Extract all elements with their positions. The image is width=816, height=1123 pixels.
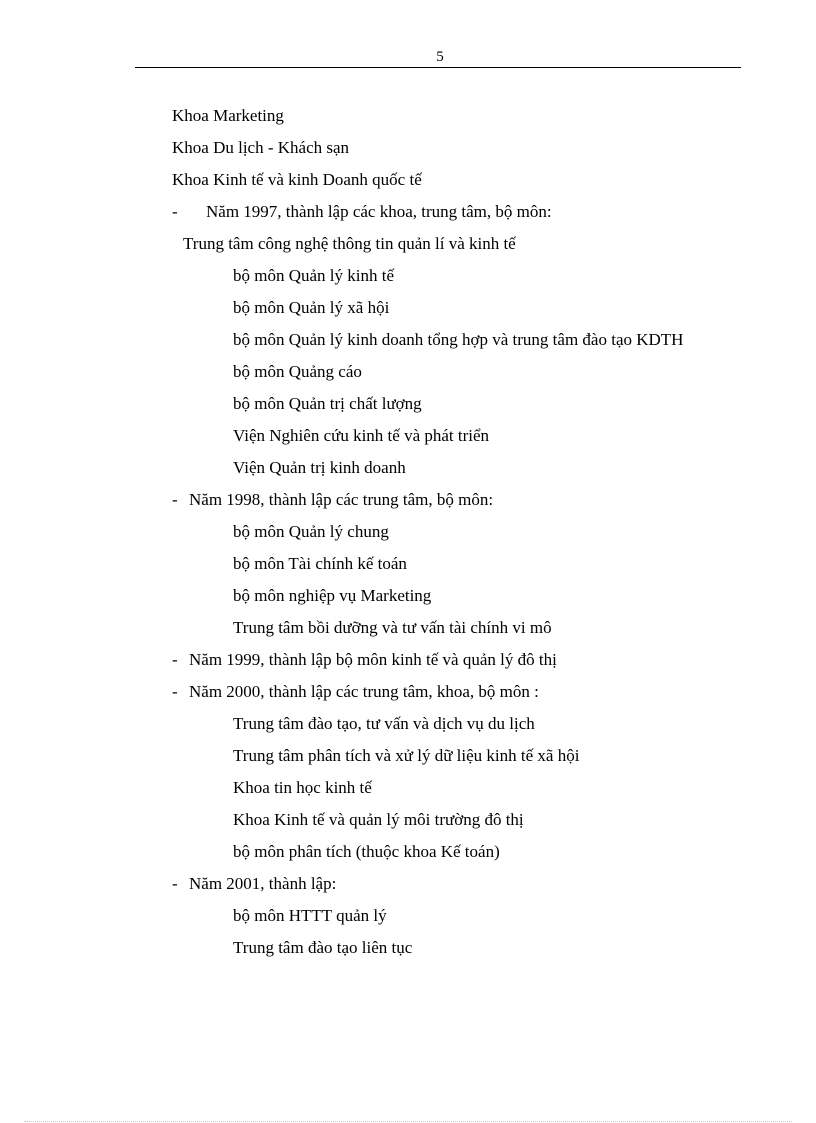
sub-item [0,840,816,872]
line-text: Năm 1997, thành lập các khoa, trung tâm, bộ môn: [206,202,552,221]
line-text: Khoa Kinh tế và quản lý môi trường đô thị [233,810,524,829]
line-text: bộ môn phân tích (thuộc khoa Kế toán) [233,842,500,861]
line-text: Năm 1999, thành lập bộ môn kinh tế và quản lý đô thị [189,650,557,669]
bullet-item [0,872,816,904]
sub-item [0,296,816,328]
sub-item [0,264,816,296]
line-text: Khoa Marketing [172,106,284,125]
line-text: Trung tâm công nghệ thông tin quản lí và kinh tế [183,234,516,253]
page-bottom-border [24,1121,792,1122]
line-text: Trung tâm phân tích và xử lý dữ liệu kinh tế xã hội [233,746,580,765]
line-text: Trung tâm đào tạo, tư vấn và dịch vụ du lịch [233,714,535,733]
line-text: Viện Nghiên cứu kinh tế và phát triển [233,426,490,445]
sub-item [0,456,816,488]
line-text: Năm 1998, thành lập các trung tâm, bộ môn: [189,490,494,509]
list-item [0,104,816,136]
line-text: Năm 2001, thành lập: [189,874,337,893]
dash-marker: - [172,874,178,893]
sub-item [0,552,816,584]
sub-item [0,360,816,392]
dash-marker: - [172,682,178,701]
line-text: Viện Quản trị kinh doanh [233,458,406,477]
page-number: 5 [436,49,444,65]
line-text: bộ môn nghiệp vụ Marketing [233,586,432,605]
sub-item [0,392,816,424]
line-text: bộ môn Quản lý kinh doanh tổng hợp và trung tâm đào tạo KDTH [233,330,684,349]
sub-item [0,712,816,744]
line-text: bộ môn Quảng cáo [233,362,362,381]
line-text: bộ môn Quản trị chất lượng [233,394,422,413]
list-item [0,136,816,168]
sub-item [0,776,816,808]
line-text: Khoa Kinh tế và kinh Doanh quốc tế [172,170,422,189]
bullet-item [0,488,816,520]
sub-item [0,424,816,456]
sub-item [0,936,816,968]
sub-item [0,808,816,840]
sub-item [0,904,816,936]
line-text: Trung tâm đào tạo liên tục [233,938,413,957]
line-text: bộ môn Quản lý chung [233,522,389,541]
line-text: bộ môn Quản lý xã hội [233,298,390,317]
list-item [0,168,816,200]
dash-marker: - [172,650,178,669]
sub-item [0,520,816,552]
line-text: bộ môn Quản lý kinh tế [233,266,395,285]
list-item [0,232,816,264]
dash-marker: - [172,490,178,509]
bullet-item [0,648,816,680]
line-text: bộ môn Tài chính kế toán [233,554,407,573]
sub-item [0,584,816,616]
dash-marker: - [172,202,178,221]
line-text: bộ môn HTTT quản lý [233,906,387,925]
header-rule [135,67,741,68]
sub-item [0,744,816,776]
sub-item [0,328,816,360]
bullet-item [0,200,816,232]
bullet-item [0,680,816,712]
line-text: Trung tâm bồi dưỡng và tư vấn tài chính vi mô [233,618,552,637]
line-text: Khoa tin học kinh tế [233,778,372,797]
line-text: Năm 2000, thành lập các trung tâm, khoa, bộ môn : [189,682,539,701]
line-text: Khoa Du lịch - Khách sạn [172,138,350,157]
sub-item [0,616,816,648]
document-body [0,104,816,968]
